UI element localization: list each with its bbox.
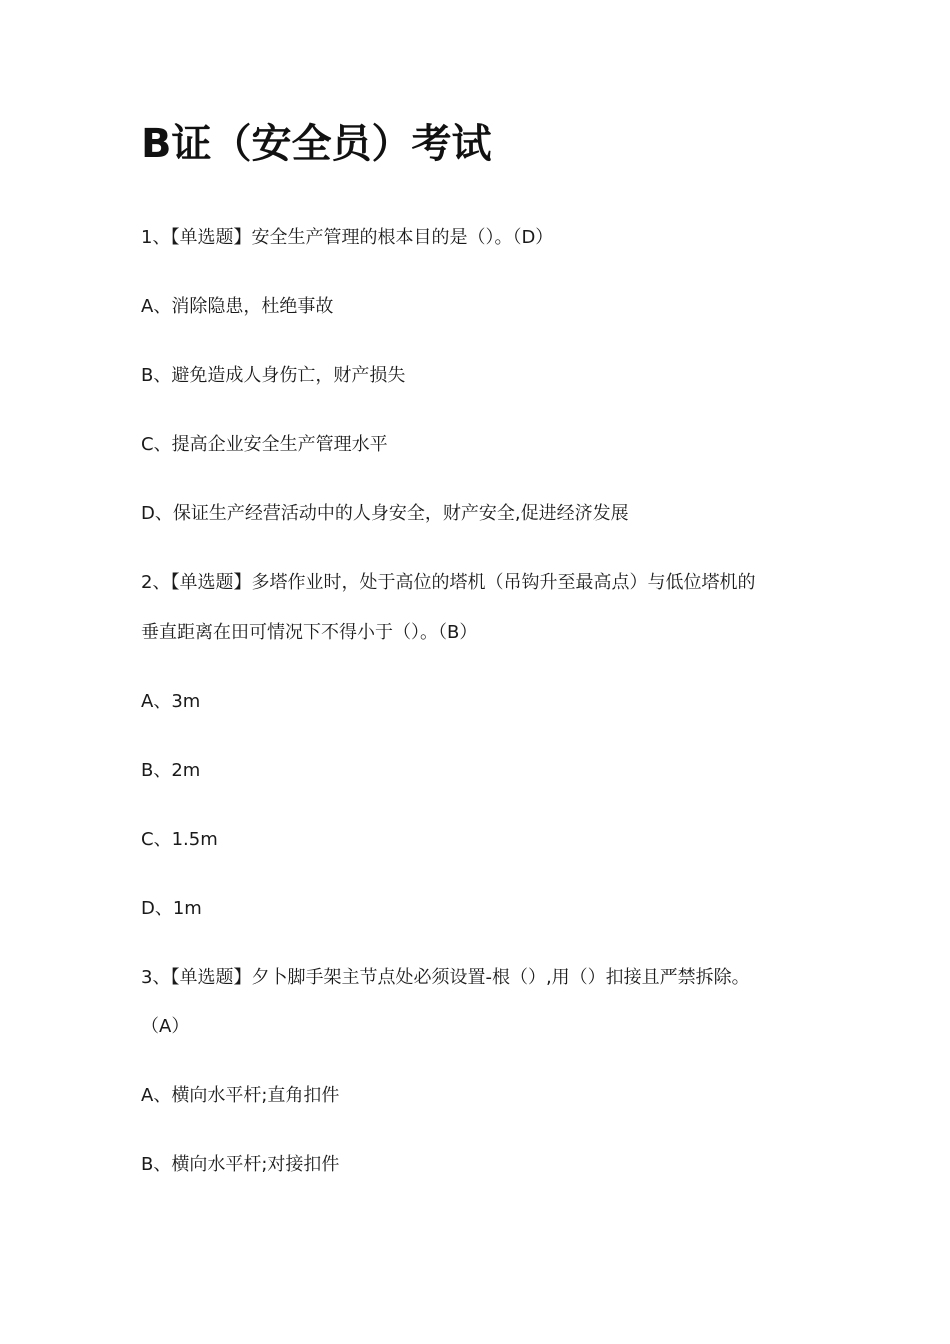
- question-2-option-a: A、3m: [141, 691, 201, 712]
- question-3-stem-line-2: （A）: [141, 1016, 190, 1037]
- question-2-option-c: C、1.5m: [141, 829, 218, 850]
- question-1-option-a: A、消除隐患，杜绝事故: [141, 296, 334, 317]
- question-2-option-d: D、1m: [141, 898, 202, 919]
- question-3-stem-line-1: 3、【单选题】夕卜脚手架主节点处必须设置-根（）,用（）扣接且严禁拆除。: [141, 967, 750, 988]
- question-2-stem-line-1: 2、【单选题】多塔作业时，处于高位的塔机（吊钩升至最高点）与低位塔机的: [141, 572, 756, 593]
- question-1-option-b: B、避免造成人身伤亡，财产损失: [141, 365, 406, 386]
- question-2-stem-line-2: 垂直距离在田可情况下不得小于（）。（B）: [141, 622, 478, 643]
- question-3-option-b: B、横向水平杆;对接扣件: [141, 1154, 340, 1175]
- document-title: B证（安全员）考试: [141, 121, 492, 167]
- question-1-option-d: D、保证生产经营活动中的人身安全，财产安全,促进经济发展: [141, 503, 629, 524]
- question-3-option-a: A、横向水平杆;直角扣件: [141, 1085, 340, 1106]
- question-1-option-c: C、提高企业安全生产管理水平: [141, 434, 388, 455]
- question-2-option-b: B、2m: [141, 760, 201, 781]
- question-1-stem: 1、【单选题】安全生产管理的根本目的是（）。（D）: [141, 227, 554, 248]
